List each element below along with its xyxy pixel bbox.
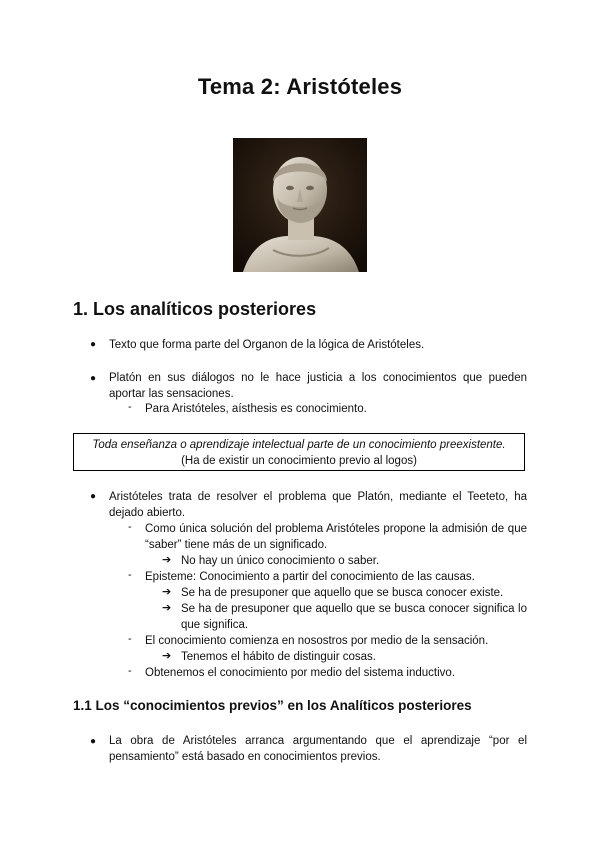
dash-icon: - — [128, 633, 132, 645]
sub-list-item: El conocimiento comienza en nosostros por medio de la sensación. — [145, 635, 489, 647]
list-item: Texto que forma parte del Organon de la lógica de Aristóteles. — [109, 339, 425, 351]
dash-icon: - — [128, 665, 132, 677]
quote-box — [73, 433, 525, 471]
subsection-heading: 1.1 Los “conocimientos previos” en los Analíticos posteriores — [73, 698, 472, 713]
sub-sub-list-item: Tenemos el hábito de distinguir cosas. — [181, 651, 376, 663]
section-heading: 1. Los analíticos posteriores — [73, 299, 317, 319]
document-title: Tema 2: Aristóteles — [197, 74, 403, 99]
sub-list-item: Para Aristóteles, aísthesis es conocimiento. — [145, 403, 367, 415]
sub-sub-list-item: Se ha de presuponer que aquello que se busca conocer existe. — [181, 587, 504, 599]
arrow-right-icon: ➔ — [162, 602, 172, 614]
bullet-icon: ● — [90, 491, 97, 502]
quote-line: (Ha de existir un conocimiento previo al logos) — [181, 455, 417, 467]
bullet-icon: ● — [90, 736, 97, 747]
quote-line: Toda enseñanza o aprendizaje intelectual parte de un conocimiento preexistente. — [92, 439, 506, 451]
sub-list-item: Como única solución del problema Aristóteles propone la admisión de que “saber” tiene más de un significado. — [145, 523, 527, 551]
dash-icon: - — [128, 521, 132, 533]
aristotle-bust-image — [233, 138, 367, 272]
sub-sub-list-item: Se ha de presuponer que aquello que se busca conocer significa lo que significa. — [181, 603, 527, 631]
sub-list-item: Obtenemos el conocimiento por medio del sistema inductivo. — [145, 667, 456, 679]
arrow-right-icon: ➔ — [162, 586, 172, 598]
list-item: La obra de Aristóteles arranca argumentando que el aprendizaje “por el pensamiento” está basado en conocimientos previos. — [109, 735, 527, 763]
arrow-right-icon: ➔ — [162, 554, 172, 566]
bullet-icon: ● — [90, 339, 97, 350]
list-item: Aristóteles trata de resolver el problema que Platón, mediante el Teeteto, ha dejado abierto. — [109, 491, 527, 519]
arrow-right-icon: ➔ — [162, 650, 172, 662]
sub-sub-list-item: No hay un único conocimiento o saber. — [181, 555, 380, 567]
list-item: Platón en sus diálogos no le hace justicia a los conocimientos que pueden aportar las sensaciones. — [109, 372, 527, 400]
dash-icon: - — [128, 401, 132, 413]
dash-icon: - — [128, 569, 132, 581]
bullet-icon: ● — [90, 373, 97, 384]
sub-list-item: Episteme: Conocimiento a partir del conocimiento de las causas. — [145, 571, 475, 583]
